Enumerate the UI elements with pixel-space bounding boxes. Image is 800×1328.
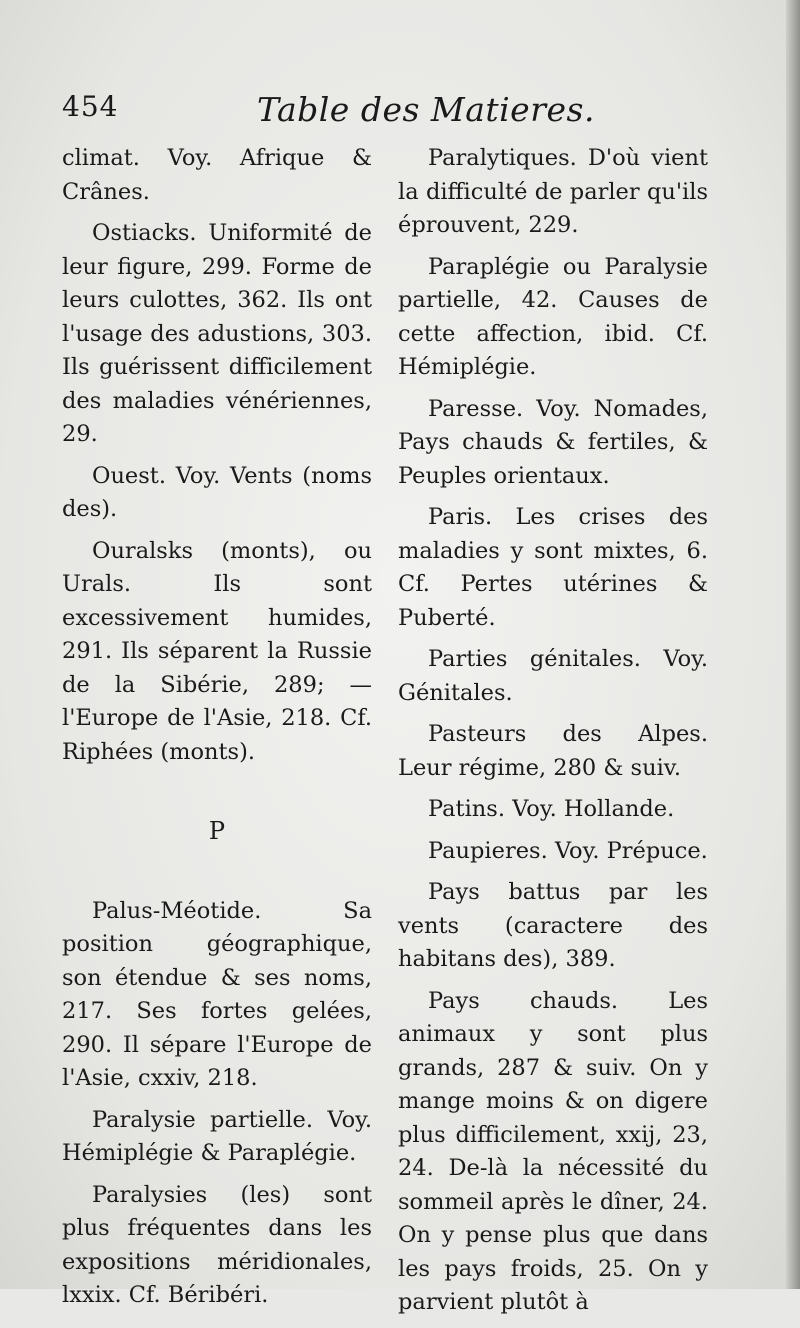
index-entry: Paris. Les crises des maladies y sont mixtes, 6. Cf. Pertes utérines & Puberté. <box>398 504 708 631</box>
index-entry: Paupieres. Voy. Prépuce. <box>428 837 708 864</box>
index-entry: Ostiacks. Uniformité de leur figure, 299. Forme de leurs culottes, 362. Ils ont l'usage des adustions, 303. Ils guérissent difficilement des maladies vénériennes, 29. <box>62 220 372 447</box>
index-entry: Paralytiques. D'où vient la difficulté de parler qu'ils éprouvent, 229. <box>398 145 708 238</box>
page-header <box>62 90 752 140</box>
index-entry: Ouest. Voy. Vents (noms des). <box>62 462 372 522</box>
index-entry: climat. Voy. Afrique & Crânes. <box>62 145 372 205</box>
running-title: Table des Matieres. <box>257 90 595 129</box>
index-entry: Paralysies (les) sont plus fréquentes dans les expositions méridionales, lxxix. Cf. Béribéri. <box>62 1181 372 1308</box>
index-entry: Paralysie partielle. Voy. Hémiplégie & Paraplégie. <box>62 1106 372 1166</box>
index-entry: Pays chauds. Les animaux y sont plus grands, 287 & suiv. On y mange moins & on digere plus difficilement, xxij, 23, 24. De-là la nécessité du sommeil après le dîner, 24. On y pense plus que dans les pays froids, 25. On y parvient plutôt à <box>398 987 708 1315</box>
page-number: 454 <box>62 90 119 123</box>
index-entry: Patins. Voy. Hollande. <box>428 796 675 822</box>
index-entry: Parties génitales. Voy. Génitales. <box>398 646 708 706</box>
index-entry: Paraplégie ou Paralysie partielle, 42. Causes de cette affection, ibid. Cf. Hémiplégie. <box>398 253 708 380</box>
index-column-right <box>398 142 708 1328</box>
section-letter: P <box>208 817 226 845</box>
index-column-left <box>62 142 372 1321</box>
page-edge-shadow <box>786 0 800 1289</box>
index-entry: Paresse. Voy. Nomades, Pays chauds & fertiles, & Peuples orientaux. <box>398 395 708 489</box>
index-entry: Pasteurs des Alpes. Leur régime, 280 & suiv. <box>398 721 708 781</box>
index-entry: Ouralsks (monts), ou Urals. Ils sont excessivement humides, 291. Ils séparent la Russie de la Sibérie, 289; — l'Europe de l'Asie, 218. Cf. Riphées (monts). <box>62 537 372 765</box>
index-entry: Pays battus par les vents (caractere des habitans des), 389. <box>398 879 708 972</box>
index-entry: Palus-Méotide. Sa position géographique, son étendue & ses noms, 217. Ses fortes gelées, 290. Il sépare l'Europe de l'Asie, cxxiv, 218. <box>62 897 372 1091</box>
